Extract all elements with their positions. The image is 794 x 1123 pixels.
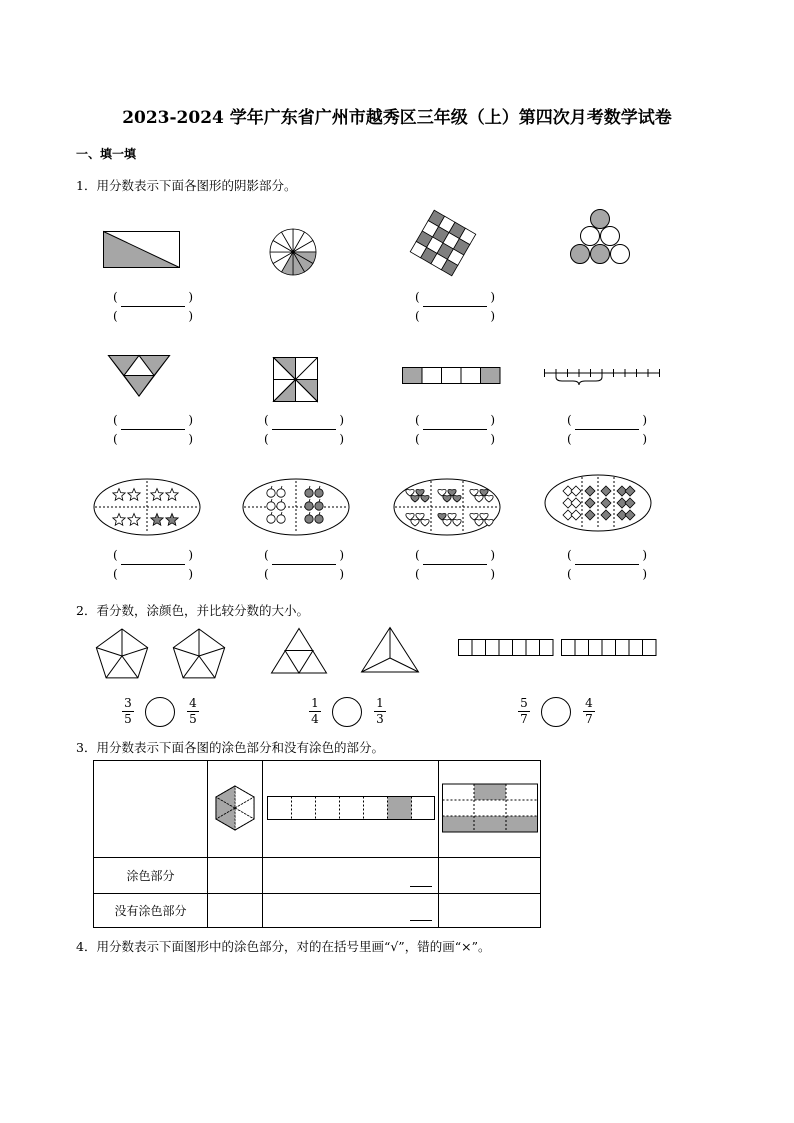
segment-brace-figure [544,366,662,386]
hearts-ellipse-figure [393,478,501,536]
answer-cell[interactable] [439,894,541,928]
table-header-blank [94,761,208,858]
diamonds-ellipse-figure [544,474,652,532]
triangle-four-parts-figure [271,628,327,674]
row-label: 涂色部分 [94,858,208,894]
seven-cell-bar-figure [561,639,657,657]
answer-cell[interactable] [263,894,439,928]
circle-sectors-figure [268,227,318,277]
fraction: 3 5 [120,697,136,726]
page-title: 2023-2024 学年广东省广州市越秀区三年级（上）第四次月考数学试卷 [122,108,672,128]
answer-blank[interactable]: ( ) ( ) [415,548,495,581]
cell-strip-figure [402,367,501,385]
hexagon-cell [208,761,263,858]
answer-blank[interactable]: ( ) ( ) [567,413,647,446]
answer-blank[interactable]: ( ) ( ) [113,290,193,323]
triangle-three-parts-figure [361,627,419,673]
question-1: 1．用分数表示下面各图形的阴影部分。 [76,178,297,193]
stars-ellipse-figure [93,478,201,536]
rectangle-figure [103,231,181,269]
answer-blank[interactable]: ( ) ( ) [567,548,647,581]
tilted-grid-figure [407,207,479,279]
triangle-figure [108,355,170,397]
answer-blank[interactable]: ( ) ( ) [264,548,344,581]
question-4: 4．用分数表示下面图形中的涂色部分，对的在括号里画“√”，错的画“×”。 [76,939,491,954]
question-2: 2．看分数，涂颜色，并比较分数的大小。 [76,603,309,618]
answer-cell[interactable] [263,858,439,894]
compare-circle[interactable] [541,697,571,727]
apples-ellipse-figure [242,478,350,536]
pentagon-figure [171,627,227,681]
question-3: 3．用分数表示下面各图的涂色部分和没有涂色的部分。 [76,740,384,755]
answer-cell[interactable] [208,894,263,928]
dashed-strip-figure [267,796,435,820]
answer-blank[interactable]: ( ) ( ) [415,413,495,446]
section-heading: 一、填一填 [76,147,137,161]
hexagon-figure [212,785,258,831]
fraction: 5 7 [516,697,532,726]
answer-blank[interactable]: ( ) ( ) [415,290,495,323]
answer-blank[interactable]: ( ) ( ) [264,413,344,446]
answer-blank[interactable]: ( ) ( ) [113,548,193,581]
fraction: 4 7 [581,697,597,726]
answer-blank[interactable]: ( ) ( ) [113,413,193,446]
dashed-grid-figure [442,783,538,833]
pentagon-figure [94,627,150,681]
fraction: 1 3 [372,697,388,726]
compare-circle[interactable] [332,697,362,727]
answer-cell[interactable] [439,858,541,894]
fraction: 4 5 [185,697,201,726]
compare-circle[interactable] [145,697,175,727]
row-label: 没有涂色部分 [94,894,208,928]
answer-cell[interactable] [208,858,263,894]
seven-cell-bar-figure [458,639,554,657]
circle-triangle-figure [570,208,630,266]
square-pinwheel-figure [273,357,319,403]
strip-cell [263,761,439,858]
fraction: 1 4 [307,697,323,726]
grid-cell [439,761,541,858]
answer-table [93,760,541,928]
